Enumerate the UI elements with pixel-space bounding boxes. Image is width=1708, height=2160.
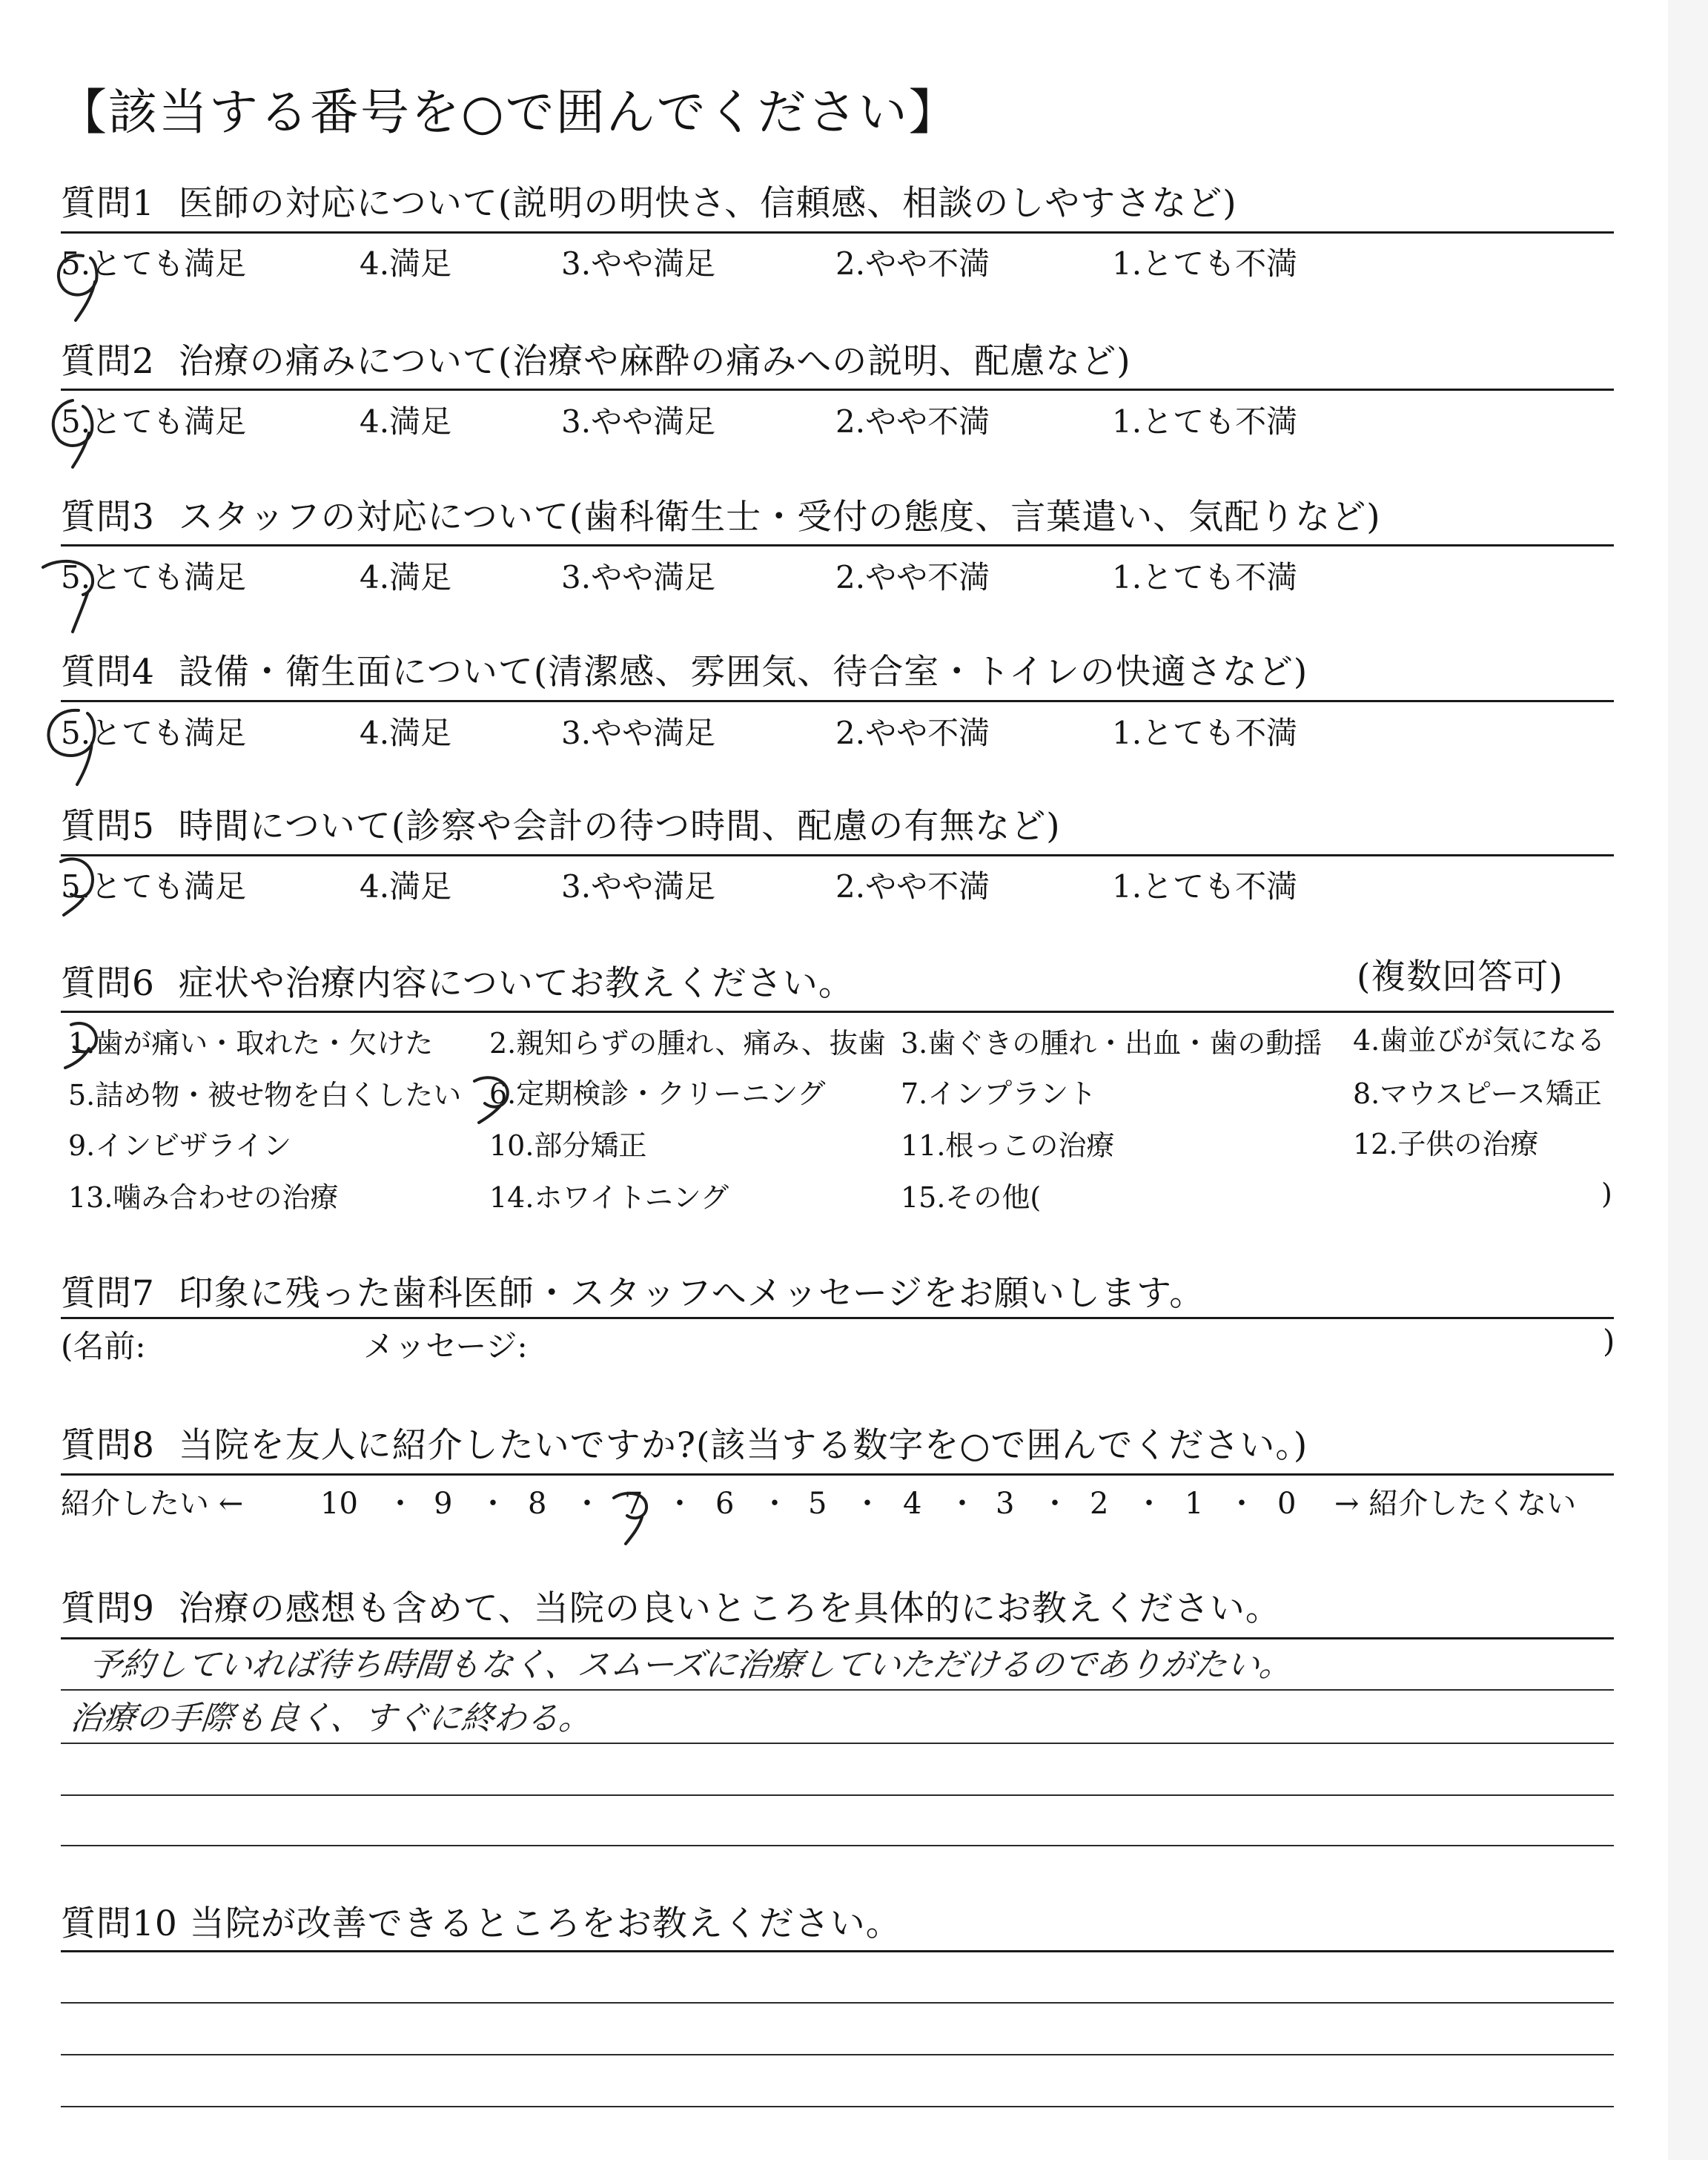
q6-item-15[interactable]: 15.その他( [901, 1181, 1042, 1214]
q2-text: 治療の痛みについて(治療や麻酔の痛みへの説明、配慮など) [178, 341, 1131, 382]
q6-item-14[interactable]: 14.ホワイトニング [489, 1181, 729, 1214]
q1-label: 質問1 [61, 183, 155, 224]
q4-rule [61, 700, 1614, 702]
q8-score-4[interactable]: 4 [903, 1487, 922, 1521]
q8-rule [61, 1473, 1614, 1476]
q6-other-close: ) [1601, 1178, 1612, 1210]
q6-note: (複数回答可) [1357, 957, 1563, 997]
q3-option-1[interactable]: 1.とても不満 [1112, 559, 1298, 595]
q2-title [61, 340, 1131, 384]
q10-writing-line [61, 2002, 1614, 2004]
q8-score-2[interactable]: 2 [1090, 1487, 1109, 1521]
q10-rule [61, 1950, 1614, 1952]
q9-text: 治療の感想も含めて、当院の良いところを具体的にお教えください。 [178, 1588, 1281, 1629]
q8-dot: ・ [947, 1487, 977, 1521]
q3-rule [61, 544, 1614, 546]
q8-score-1[interactable]: 1 [1185, 1487, 1204, 1521]
q9-writing-line [61, 1794, 1614, 1796]
q1-option-1[interactable]: 1.とても不満 [1112, 245, 1298, 282]
q8-score-8[interactable]: 8 [528, 1487, 547, 1521]
q5-option-1[interactable]: 1.とても不満 [1112, 868, 1298, 905]
q4-option-4[interactable]: 4.満足 [360, 715, 452, 751]
q5-title [61, 805, 1061, 849]
page-title: 【該当する番号を○で囲んでください】 [58, 84, 959, 141]
q7-label: 質問7 [61, 1273, 155, 1314]
q6-title [61, 962, 854, 1006]
q2-rule [61, 389, 1614, 391]
q9-writing-line [61, 1743, 1614, 1744]
q8-score-10[interactable]: 10 [320, 1487, 358, 1521]
q7-title [61, 1272, 1205, 1316]
q1-option-5[interactable]: 5.とても満足 [61, 245, 247, 282]
q9-answer-line-2: 治療の手際も良く、すぐに終わる。 [68, 1700, 594, 1737]
q8-score-5[interactable]: 5 [808, 1487, 827, 1521]
q6-rule [61, 1011, 1614, 1013]
q6-item-12[interactable]: 12.子供の治療 [1353, 1128, 1539, 1160]
q7-message-label: メッセージ: [363, 1328, 528, 1364]
q1-rule [61, 231, 1614, 234]
q8-dot: ・ [1227, 1487, 1257, 1521]
q2-option-4[interactable]: 4.満足 [360, 403, 452, 440]
q8-dot: ・ [853, 1487, 882, 1521]
q4-option-2[interactable]: 2.やや不満 [835, 715, 990, 751]
q5-option-3[interactable]: 3.やや満足 [561, 868, 716, 905]
q8-dot: ・ [385, 1487, 415, 1521]
q10-text: 当院が改善できるところをお教えください。 [189, 1903, 901, 1944]
q10-writing-line [61, 2054, 1614, 2055]
q6-item-2[interactable]: 2.親知らずの腫れ、痛み、抜歯 [489, 1027, 886, 1060]
q1-option-4[interactable]: 4.満足 [360, 245, 452, 282]
q5-option-2[interactable]: 2.やや不満 [835, 868, 990, 905]
q8-label: 質問8 [61, 1425, 155, 1466]
q3-option-2[interactable]: 2.やや不満 [835, 559, 990, 595]
q3-option-4[interactable]: 4.満足 [360, 559, 452, 595]
q10-title [61, 1902, 901, 1946]
q7-text: 印象に残った歯科医師・スタッフへメッセージをお願いします。 [178, 1273, 1205, 1314]
q5-label: 質問5 [61, 806, 155, 847]
q8-left-label: 紹介したい ← [61, 1487, 244, 1521]
q3-text: スタッフの対応について(歯科衛生士・受付の態度、言葉遣い、気配りなど) [178, 497, 1381, 538]
q3-option-3[interactable]: 3.やや満足 [561, 559, 716, 595]
q6-label: 質問6 [61, 963, 155, 1004]
q8-score-0[interactable]: 0 [1277, 1487, 1297, 1521]
q4-option-3[interactable]: 3.やや満足 [561, 715, 716, 751]
q8-score-3[interactable]: 3 [996, 1487, 1015, 1521]
q6-item-5[interactable]: 5.詰め物・被せ物を白くしたい [68, 1079, 462, 1112]
q2-option-5[interactable]: 5.とても満足 [61, 403, 247, 440]
q9-title [61, 1587, 1281, 1631]
q4-option-1[interactable]: 1.とても不満 [1112, 715, 1298, 751]
q6-item-8[interactable]: 8.マウスピース矯正 [1353, 1077, 1602, 1110]
q8-score-6[interactable]: 6 [715, 1487, 735, 1521]
q4-title [61, 650, 1308, 695]
q5-text: 時間について(診察や会計の待つ時間、配慮の有無など) [178, 806, 1061, 847]
q8-title [61, 1424, 1308, 1468]
q8-dot: ・ [1134, 1487, 1164, 1521]
q9-answer-line-1: 予約していれば待ち時間もなく、スムーズに治療していただけるのでありがたい。 [87, 1646, 1294, 1684]
q6-item-3[interactable]: 3.歯ぐきの腫れ・出血・歯の動揺 [901, 1027, 1323, 1060]
q6-item-6[interactable]: 6.定期検診・クリーニング [489, 1077, 826, 1110]
q10-label: 質問10 [61, 1903, 178, 1944]
q4-option-5[interactable]: 5.とても満足 [61, 715, 247, 751]
q6-item-1[interactable]: 1.歯が痛い・取れた・欠けた [68, 1027, 434, 1060]
q2-option-1[interactable]: 1.とても不満 [1112, 403, 1298, 440]
q6-text: 症状や治療内容についてお教えください。 [178, 963, 854, 1004]
q9-label: 質問9 [61, 1588, 155, 1629]
q1-title [61, 182, 1237, 226]
q8-text: 当院を友人に紹介したいですか?(該当する数字を○で囲んでください。) [178, 1425, 1308, 1466]
q8-dot: ・ [665, 1487, 695, 1521]
q3-label: 質問3 [61, 497, 155, 538]
q8-right-label: → 紹介したくない [1334, 1487, 1577, 1521]
q5-rule [61, 854, 1614, 856]
q5-option-4[interactable]: 4.満足 [360, 868, 452, 905]
q8-score-9[interactable]: 9 [434, 1487, 453, 1521]
q10-writing-line [61, 2106, 1614, 2107]
q6-item-13[interactable]: 13.噛み合わせの治療 [68, 1181, 339, 1214]
q5-option-5[interactable]: 5.とても満足 [61, 868, 247, 905]
q1-text: 医師の対応について(説明の明快さ、信頼感、相談のしやすさなど) [178, 183, 1237, 224]
q2-option-2[interactable]: 2.やや不満 [835, 403, 990, 440]
q3-title [61, 495, 1381, 540]
q2-option-3[interactable]: 3.やや満足 [561, 403, 716, 440]
q4-text: 設備・衛生面について(清潔感、雰囲気、待合室・トイレの快適さなど) [178, 652, 1308, 693]
q8-score-7[interactable]: 7 [624, 1487, 643, 1521]
scan-edge [1668, 0, 1708, 2160]
q6-item-10[interactable]: 10.部分矯正 [489, 1129, 647, 1162]
q6-item-9[interactable]: 9.インビザライン [68, 1129, 292, 1162]
q8-dot: ・ [760, 1487, 790, 1521]
q6-item-7[interactable]: 7.インプラント [901, 1077, 1097, 1110]
q9-writing-line [61, 1845, 1614, 1846]
q7-rule [61, 1317, 1614, 1319]
q2-label: 質問2 [61, 341, 155, 382]
q1-option-2[interactable]: 2.やや不満 [835, 245, 990, 282]
q9-rule [61, 1637, 1614, 1639]
q8-dot: ・ [478, 1487, 508, 1521]
q9-writing-line [61, 1689, 1614, 1691]
q7-name-label: (名前: [61, 1328, 146, 1364]
q6-item-4[interactable]: 4.歯並びが気になる [1353, 1024, 1606, 1057]
q8-dot: ・ [1040, 1487, 1070, 1521]
q1-option-3[interactable]: 3.やや満足 [561, 245, 716, 282]
q4-label: 質問4 [61, 652, 155, 693]
q3-option-5[interactable]: 5.とても満足 [61, 559, 247, 595]
q6-item-11[interactable]: 11.根っこの治療 [901, 1129, 1115, 1162]
q8-dot: ・ [572, 1487, 602, 1521]
q7-close-paren: ) [1603, 1323, 1615, 1359]
